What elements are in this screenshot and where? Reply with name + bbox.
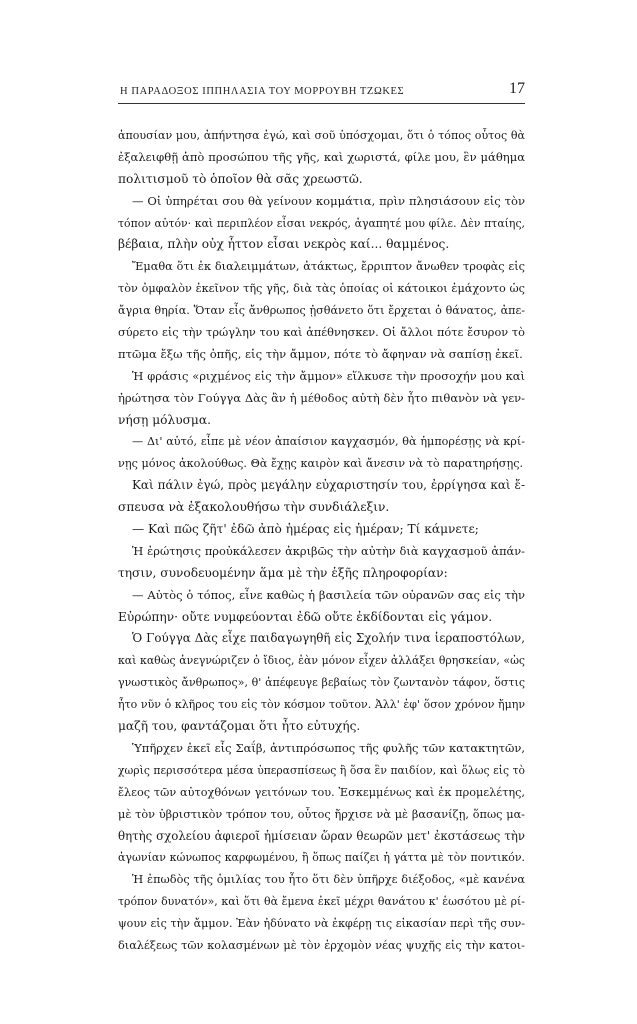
- page-header: [118, 80, 525, 100]
- text-line: θητὴς σχολείου ἀφιεροῖ ἡμίσειαν ὥραν θεωρῶν μετ' ἐκστάσεως τὴν: [118, 828, 525, 843]
- text-line: διαλέξεως τῶν κολασμένων μὲ τὸν ἐρχομὸν νέας ψυχῆς εἰς τὴν κατοι-: [118, 938, 525, 952]
- text-line: Ἡ ἐπωδὸς τῆς ὁμιλίας του ἦτο ὅτι δὲν ὑπῆρχε διέξοδος, «μὲ κανένα: [132, 872, 525, 887]
- text-line: Ἔμαθα ὅτι ἐκ διαλειμμάτων, ἀτάκτως, ἔρριπτον ἄνωθεν τροφὰς εἰς: [132, 260, 525, 274]
- text-line: Εὐρώπην· οὔτε νυμφεύονται ἐδῶ οὔτε ἐκδίδονται εἰς γάμον.: [118, 609, 493, 624]
- text-line: σπευσα νὰ ἐξακολουθήσω τὴν συνδιάλεξιν.: [118, 500, 390, 515]
- text-line: Καὶ πάλιν ἐγώ, πρὸς μεγάλην εὐχαριστησίν του, ἐρρίγησα καὶ ἔ-: [132, 478, 525, 493]
- text-line: Ὑπῆρχεν ἐκεῖ εἷς Σαΐβ, ἀντιπρόσωπος τῆς φυλῆς τῶν κατακτητῶν,: [132, 740, 525, 755]
- text-line: μαζῆ του, φαντάζομαι ὅτι ἦτο εὐτυχής.: [118, 719, 361, 734]
- text-line: νῃς μόνος ἀκολούθως. Θὰ ἔχῃς καιρὸν καὶ ἄνεσιν νὰ τὸ παρατηρήσῃς.: [118, 457, 524, 471]
- text-line: πολιτισμοῦ τὸ ὁποῖον θὰ σᾶς χρεωστῶ.: [118, 171, 363, 186]
- text-line: ἄγρια θηρία. Ὅταν εἷς ἄνθρωπος ᾐσθάνετο ὅτι ἔρχεται ὁ θάνατος, ἀπε-: [118, 304, 525, 318]
- text-line: πτῶμα ἔξω τῆς ὀπῆς, εἰς τὴν ἄμμον, πότε τὸ ἄφηναν νὰ σαπίσῃ ἐκεῖ.: [118, 346, 523, 361]
- body-text: [118, 125, 525, 957]
- header-rule: [118, 103, 525, 104]
- text-line: νήσῃ μόλυσμα.: [118, 412, 211, 427]
- text-line: Ἡ φράσις «ριχμένος εἰς τὴν ἄμμον» εἵλκυσε τὴν προσοχήν μου καὶ: [132, 368, 525, 383]
- text-line: ἐξαλειφθῇ ἀπὸ προσώπου τῆς γῆς, καὶ χωριστά, φίλε μου, ἓν μάθημα: [118, 149, 525, 164]
- text-line: βέβαια, πλὴν οὐχ ἧττον εἶσαι νεκρὸς καί... θαμμένος.: [118, 237, 450, 252]
- text-line: — Καὶ πῶς ζῆτ' ἐδῶ ἀπὸ ἡμέρας εἰς ἡμέραν; Τί κάμνετε;: [132, 522, 479, 537]
- text-line: σύρετο εἰς τὴν τρώγλην του καὶ ἀπέθνησκεν. Οἱ ἄλλοι πότε ἔσυρον τὸ: [118, 325, 525, 340]
- running-title: Η ΠΑΡΑΔΟΞΟΣ ΙΠΠΗΛΑΣΙΑ ΤΟΥ ΜΟΡΡΟΥΒΗ ΤΖΩΚΕΣ: [120, 86, 405, 97]
- text-line: τὸν ὀμφαλὸν ἐκεῖνον τῆς γῆς, διὰ τὰς ὁποίας οἱ κάτοικοι ἐμάχοντο ὡς: [118, 282, 525, 296]
- text-line: Ὁ Γούγγα Δὰς εἶχε παιδαγωγηθῆ εἰς Σχολήν τινα ἱεραποστόλων,: [132, 631, 525, 646]
- text-line: τρόπον δυνατόν», καὶ ὅτι θὰ ἔμενα ἐκεῖ μέχρι θανάτου κ' ἑωσότου μὲ ρί-: [118, 895, 525, 909]
- text-line: — Οἱ ὑπηρέται σου θὰ γείνουν κομμάτια, πρὶν πλησιάσουν εἰς τὸν: [132, 193, 525, 208]
- text-line: καὶ καθὼς ἀνεγνώριζεν ὁ ἴδιος, ἐὰν μόνον εἶχεν ἀλλάξει θρησκείαν, «ὡς: [118, 654, 525, 668]
- text-line: — Δι' αὐτό, εἶπε μὲ νέον ἀπαίσιον καγχασμόν, θὰ ἠμπορέσῃς νὰ κρί-: [132, 435, 525, 449]
- text-line: ἀπουσίαν μου, ἀπήντησα ἐγώ, καὶ σοῦ ὑπόσχομαι, ὅτι ὁ τόπος οὗτος θὰ: [118, 129, 525, 142]
- text-line: Ἡ ἐρώτησις προὐκάλεσεν ἀκριβῶς τὴν αὐτὴν διὰ καγχασμοῦ ἀπάν-: [132, 543, 525, 558]
- text-line: τόπον αὐτόν· καὶ περιπλέον εἶσαι νεκρός, ἀγαπητέ μου φίλε. Δὲν πταίης,: [118, 216, 525, 230]
- text-line: ἠρώτησα τὸν Γούγγα Δὰς ἂν ἡ μέθοδος αὐτὴ δὲν ἦτο πιθανὸν νὰ γεν-: [118, 390, 525, 405]
- text-line: μὲ τὸν ὑβριστικὸν τρόπον του, οὗτος ἤρχισε νὰ μὲ βασανίζῃ, ὅπως μα-: [118, 807, 525, 821]
- text-line: χωρὶς περισσότερα μέσα ὑπερασπίσεως ἢ ὅσα ἓν παιδίον, καὶ ὅλως εἰς τὸ: [118, 763, 525, 777]
- text-line: γνωστικὸς ἄνθρωπος», θ' ἀπέφευγε βεβαίως τὸν ζωντανὸν τάφον, ὅστις: [118, 676, 525, 690]
- text-line: ἀγωνίαν κώνωπος καρφωμένου, ἢ ὅπως παίζει ἡ γάττα μὲ τὸν ποντικόν.: [118, 851, 525, 865]
- text-line: ψουν εἰς τὴν ἄμμον. Ἐὰν ἠδύνατο νὰ ἐκφέρῃ τις εἰκασίαν περὶ τῆς συν-: [118, 917, 525, 931]
- text-line: ἔλεος τῶν αὐτοχθόνων γειτόνων του. Ἐσκεμμένως καὶ ἐκ προμελέτης,: [118, 785, 525, 799]
- text-line: τησιν, συνοδευομένην ἅμα μὲ τὴν ἑξῆς πληροφορίαν:: [118, 565, 448, 580]
- text-line: ἦτο νῦν ὁ κλῆρος του εἰς τὸν κόσμον τοῦτον. Ἀλλ' ἐφ' ὅσον χρόνον ἤμην: [118, 698, 525, 712]
- page-number: 17: [509, 80, 525, 97]
- text-line: — Αὐτὸς ὁ τόπος, εἶνε καθὼς ἡ βασιλεία τῶν οὐρανῶν σας εἰς τὴν: [132, 587, 525, 602]
